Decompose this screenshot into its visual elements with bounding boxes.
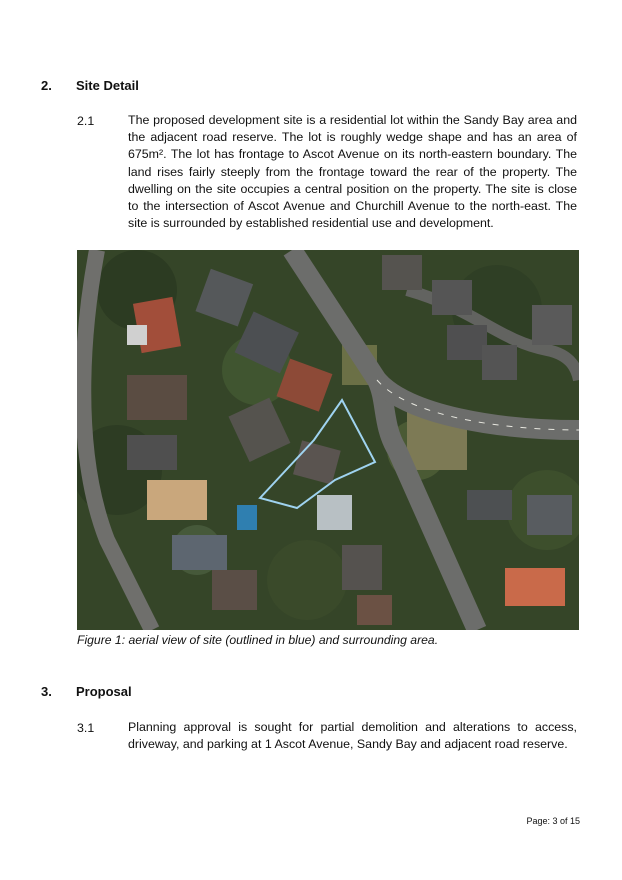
section-3-title: Proposal [76,684,132,699]
paragraph-2-1-text: The proposed development site is a residential lot within the Sandy Bay area and the adjacent road reserve. The lot is roughly wedge shape and has an area of 675m². The lot has frontage to Ascot Avenue on its north-eastern boundary. The land rises fairly steeply from the frontage toward the rear of the property. The dwelling on the site occupies a central position on the property. The site is close to the intersection of Ascot Avenue and Churchill Avenue to the north-east. The site is surrounded by established residential use and development. [128,113,577,231]
paragraph-2-1-number: 2.1 [77,114,95,128]
aerial-photo [77,250,579,630]
paragraph-3-1-text: Planning approval is sought for partial demolition and alterations to access, driveway, and parking at 1 Ascot Avenue, Sandy Bay and adjacent road reserve. [128,720,577,752]
section-2-number: 2. [41,78,52,93]
section-2-title: Site Detail [76,78,139,93]
aerial-photo-drawing [77,250,579,630]
section-3-number: 3. [41,684,52,699]
figure-1-caption: Figure 1: aerial view of site (outlined in blue) and surrounding area. [77,633,439,647]
page-number: Page: 3 of 15 [526,816,580,826]
paragraph-3-1-number: 3.1 [77,721,95,735]
